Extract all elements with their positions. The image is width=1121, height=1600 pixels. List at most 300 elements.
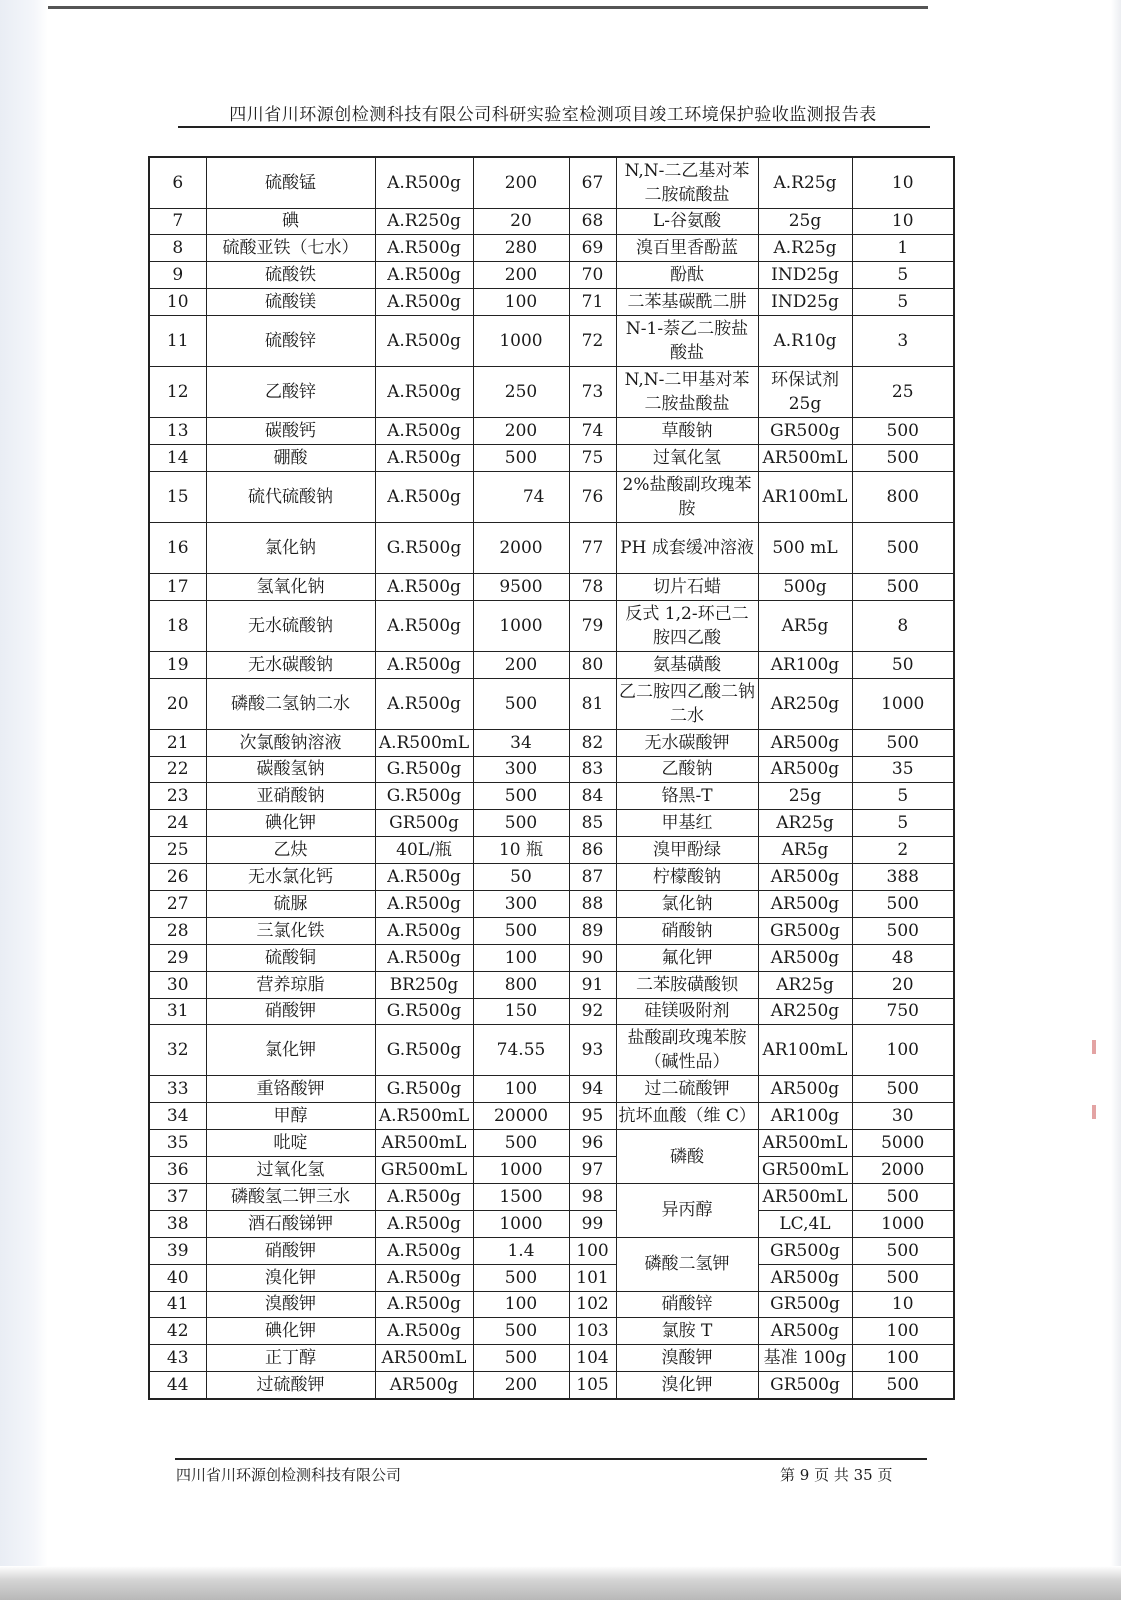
reagent-qty-right: 10 bbox=[852, 208, 954, 235]
reagent-qty-right: 100 bbox=[852, 1025, 954, 1076]
row-number-right: 73 bbox=[569, 367, 616, 418]
row-number-left: 21 bbox=[149, 729, 206, 756]
reagent-qty-left: 1500 bbox=[473, 1183, 569, 1210]
reagent-spec-left: A.R500g bbox=[375, 864, 473, 891]
reagent-name-right: 乙二胺四乙酸二钠二水 bbox=[616, 678, 758, 729]
red-stamp-bleed bbox=[1092, 1040, 1096, 1054]
footer-company: 四川省川环源创检测科技有限公司 bbox=[176, 1466, 402, 1484]
reagent-spec-left: G.R500g bbox=[375, 756, 473, 783]
reagent-name-left: 碘 bbox=[206, 208, 375, 235]
reagent-spec-right: GR500mL bbox=[758, 1157, 852, 1184]
table-row bbox=[149, 783, 954, 810]
table-row bbox=[149, 471, 954, 522]
row-number-left: 20 bbox=[149, 678, 206, 729]
reagent-spec-right: 25g bbox=[758, 208, 852, 235]
reagent-qty-left: 74.55 bbox=[473, 1025, 569, 1076]
row-number-right: 80 bbox=[569, 651, 616, 678]
row-number-left: 12 bbox=[149, 367, 206, 418]
reagent-name-left: 磷酸氢二钾三水 bbox=[206, 1183, 375, 1210]
reagent-name-right: N,N-二甲基对苯二胺盐酸盐 bbox=[616, 367, 758, 418]
reagent-spec-left: G.R500g bbox=[375, 783, 473, 810]
reagent-spec-left: G.R500g bbox=[375, 1025, 473, 1076]
reagent-name-left: 三氯化铁 bbox=[206, 917, 375, 944]
reagent-spec-right: AR500g bbox=[758, 864, 852, 891]
reagent-spec-right: AR25g bbox=[758, 810, 852, 837]
reagent-spec-left: G.R500g bbox=[375, 998, 473, 1025]
reagent-name-left: 硫代硫酸钠 bbox=[206, 471, 375, 522]
reagent-spec-right: AR500g bbox=[758, 729, 852, 756]
reagent-name-left: 碳酸氢钠 bbox=[206, 756, 375, 783]
reagent-spec-right: 500g bbox=[758, 573, 852, 600]
scan-shadow-bottom bbox=[0, 1566, 1121, 1600]
reagent-name-left: 硫酸锰 bbox=[206, 157, 375, 208]
reagent-name-left: 无水硫酸钠 bbox=[206, 600, 375, 651]
reagent-qty-left: 100 bbox=[473, 289, 569, 316]
reagent-spec-left: A.R500g bbox=[375, 262, 473, 289]
reagent-qty-left: 100 bbox=[473, 1291, 569, 1318]
reagent-qty-right: 500 bbox=[852, 1264, 954, 1291]
scan-shadow-right bbox=[1111, 0, 1121, 1600]
reagent-spec-left: GR500mL bbox=[375, 1157, 473, 1184]
reagent-qty-left: 1000 bbox=[473, 600, 569, 651]
reagent-qty-right: 500 bbox=[852, 573, 954, 600]
row-number-left: 29 bbox=[149, 944, 206, 971]
row-number-right: 82 bbox=[569, 729, 616, 756]
reagent-qty-right: 5 bbox=[852, 262, 954, 289]
reagent-spec-left: AR500g bbox=[375, 1372, 473, 1399]
row-number-right: 105 bbox=[569, 1372, 616, 1399]
row-number-right: 100 bbox=[569, 1237, 616, 1264]
reagent-name-left: 硝酸钾 bbox=[206, 998, 375, 1025]
reagent-qty-right: 10 bbox=[852, 157, 954, 208]
reagent-spec-left: A.R500g bbox=[375, 1210, 473, 1237]
row-number-right: 91 bbox=[569, 971, 616, 998]
reagent-spec-left: A.R500g bbox=[375, 418, 473, 445]
reagent-name-left: 氢氧化钠 bbox=[206, 573, 375, 600]
reagent-spec-right: AR100g bbox=[758, 651, 852, 678]
reagent-qty-left: 300 bbox=[473, 756, 569, 783]
row-number-right: 87 bbox=[569, 864, 616, 891]
reagent-spec-left: G.R500g bbox=[375, 522, 473, 573]
reagent-name-right: 抗坏血酸（维 C） bbox=[616, 1103, 758, 1130]
reagent-spec-left: A.R500g bbox=[375, 890, 473, 917]
reagent-name-left: 硼酸 bbox=[206, 444, 375, 471]
reagent-table-body bbox=[149, 157, 954, 1399]
row-number-right: 98 bbox=[569, 1183, 616, 1210]
row-number-right: 88 bbox=[569, 890, 616, 917]
row-number-right: 92 bbox=[569, 998, 616, 1025]
reagent-name-right: 硅镁吸附剂 bbox=[616, 998, 758, 1025]
row-number-right: 74 bbox=[569, 418, 616, 445]
row-number-right: 84 bbox=[569, 783, 616, 810]
row-number-left: 38 bbox=[149, 1210, 206, 1237]
row-number-right: 67 bbox=[569, 157, 616, 208]
reagent-name-left: 正丁醇 bbox=[206, 1345, 375, 1372]
reagent-spec-left: A.R500g bbox=[375, 1183, 473, 1210]
reagent-qty-left: 500 bbox=[473, 1318, 569, 1345]
row-number-right: 99 bbox=[569, 1210, 616, 1237]
reagent-name-left: 乙酸锌 bbox=[206, 367, 375, 418]
reagent-name-left: 乙炔 bbox=[206, 837, 375, 864]
row-number-left: 24 bbox=[149, 810, 206, 837]
reagent-qty-right: 1 bbox=[852, 235, 954, 262]
reagent-spec-right: AR500g bbox=[758, 890, 852, 917]
reagent-spec-left: A.R500g bbox=[375, 678, 473, 729]
reagent-name-right: 乙酸钠 bbox=[616, 756, 758, 783]
row-number-left: 32 bbox=[149, 1025, 206, 1076]
reagent-spec-left: BR250g bbox=[375, 971, 473, 998]
reagent-spec-right: AR5g bbox=[758, 837, 852, 864]
reagent-spec-right: LC,4L bbox=[758, 1210, 852, 1237]
reagent-spec-right: 环保试剂25g bbox=[758, 367, 852, 418]
reagent-spec-left: A.R500g bbox=[375, 235, 473, 262]
reagent-spec-right: AR500g bbox=[758, 1076, 852, 1103]
row-number-left: 36 bbox=[149, 1157, 206, 1184]
reagent-name-right: 溴百里香酚蓝 bbox=[616, 235, 758, 262]
reagent-qty-right: 48 bbox=[852, 944, 954, 971]
reagent-name-right: 溴甲酚绿 bbox=[616, 837, 758, 864]
reagent-qty-right: 1000 bbox=[852, 678, 954, 729]
reagent-spec-right: AR500mL bbox=[758, 1130, 852, 1157]
row-number-left: 37 bbox=[149, 1183, 206, 1210]
row-number-left: 23 bbox=[149, 783, 206, 810]
reagent-spec-right: GR500g bbox=[758, 1237, 852, 1264]
table-row bbox=[149, 208, 954, 235]
reagent-name-left: 营养琼脂 bbox=[206, 971, 375, 998]
reagent-qty-right: 500 bbox=[852, 1076, 954, 1103]
reagent-qty-left: 200 bbox=[473, 1372, 569, 1399]
reagent-name-left: 硫脲 bbox=[206, 890, 375, 917]
reagent-name-left: 无水氯化钙 bbox=[206, 864, 375, 891]
row-number-right: 70 bbox=[569, 262, 616, 289]
table-row bbox=[149, 1264, 954, 1291]
row-number-right: 68 bbox=[569, 208, 616, 235]
reagent-spec-left: A.R500g bbox=[375, 1318, 473, 1345]
reagent-name-left: 无水碳酸钠 bbox=[206, 651, 375, 678]
row-number-left: 40 bbox=[149, 1264, 206, 1291]
reagent-name-right: 切片石蜡 bbox=[616, 573, 758, 600]
table-row bbox=[149, 600, 954, 651]
reagent-qty-left: 100 bbox=[473, 1076, 569, 1103]
red-stamp-bleed bbox=[1092, 1105, 1096, 1119]
row-number-left: 25 bbox=[149, 837, 206, 864]
reagent-name-right: 二苯胺磺酸钡 bbox=[616, 971, 758, 998]
row-number-left: 42 bbox=[149, 1318, 206, 1345]
table-row bbox=[149, 573, 954, 600]
reagent-spec-right: A.R25g bbox=[758, 157, 852, 208]
reagent-name-right: 盐酸副玫瑰苯胺（碱性品） bbox=[616, 1025, 758, 1076]
reagent-spec-left: A.R500g bbox=[375, 444, 473, 471]
reagent-qty-left: 50 bbox=[473, 864, 569, 891]
table-row bbox=[149, 1237, 954, 1264]
reagent-name-right: 反式 1,2-环己二胺四乙酸 bbox=[616, 600, 758, 651]
reagent-qty-left: 200 bbox=[473, 262, 569, 289]
reagent-spec-right: GR500g bbox=[758, 917, 852, 944]
row-number-left: 17 bbox=[149, 573, 206, 600]
reagent-spec-left: A.R500g bbox=[375, 1237, 473, 1264]
reagent-spec-right: A.R10g bbox=[758, 316, 852, 367]
reagent-qty-right: 750 bbox=[852, 998, 954, 1025]
reagent-qty-left: 500 bbox=[473, 1264, 569, 1291]
table-row bbox=[149, 944, 954, 971]
reagent-qty-left: 280 bbox=[473, 235, 569, 262]
row-number-left: 18 bbox=[149, 600, 206, 651]
reagent-spec-left: 40L/瓶 bbox=[375, 837, 473, 864]
reagent-spec-left: A.R250g bbox=[375, 208, 473, 235]
row-number-right: 79 bbox=[569, 600, 616, 651]
reagent-spec-left: A.R500g bbox=[375, 944, 473, 971]
reagent-spec-right: IND25g bbox=[758, 262, 852, 289]
table-row bbox=[149, 1157, 954, 1184]
reagent-qty-right: 100 bbox=[852, 1345, 954, 1372]
reagent-qty-right: 8 bbox=[852, 600, 954, 651]
table-row bbox=[149, 1025, 954, 1076]
row-number-right: 69 bbox=[569, 235, 616, 262]
reagent-name-right: 溴酸钾 bbox=[616, 1345, 758, 1372]
row-number-left: 44 bbox=[149, 1372, 206, 1399]
table-row bbox=[149, 1183, 954, 1210]
row-number-left: 11 bbox=[149, 316, 206, 367]
reagent-qty-left: 800 bbox=[473, 971, 569, 998]
row-number-left: 10 bbox=[149, 289, 206, 316]
table-row bbox=[149, 262, 954, 289]
table-row bbox=[149, 998, 954, 1025]
reagent-name-left: 碘化钾 bbox=[206, 810, 375, 837]
table-row bbox=[149, 651, 954, 678]
reagent-name-right: 硝酸锌 bbox=[616, 1291, 758, 1318]
row-number-left: 19 bbox=[149, 651, 206, 678]
row-number-left: 13 bbox=[149, 418, 206, 445]
reagent-qty-left: 74 bbox=[473, 471, 569, 522]
reagent-spec-right: GR500g bbox=[758, 1372, 852, 1399]
reagent-qty-right: 100 bbox=[852, 1318, 954, 1345]
reagent-spec-left: AR500mL bbox=[375, 1345, 473, 1372]
reagent-name-left: 亚硝酸钠 bbox=[206, 783, 375, 810]
reagent-name-left: 重铬酸钾 bbox=[206, 1076, 375, 1103]
reagent-spec-right: AR100mL bbox=[758, 471, 852, 522]
reagent-name-right: 硝酸钠 bbox=[616, 917, 758, 944]
reagent-spec-right: AR500mL bbox=[758, 444, 852, 471]
reagent-name-left: 碘化钾 bbox=[206, 1318, 375, 1345]
reagent-qty-left: 1000 bbox=[473, 316, 569, 367]
table-row bbox=[149, 289, 954, 316]
reagent-spec-right: AR500g bbox=[758, 1318, 852, 1345]
table-row bbox=[149, 837, 954, 864]
row-number-left: 16 bbox=[149, 522, 206, 573]
reagent-spec-left: A.R500g bbox=[375, 1264, 473, 1291]
reagent-qty-right: 500 bbox=[852, 418, 954, 445]
reagent-qty-right: 500 bbox=[852, 890, 954, 917]
reagent-spec-right: AR500g bbox=[758, 1264, 852, 1291]
row-number-right: 104 bbox=[569, 1345, 616, 1372]
reagent-spec-right: 基准 100g bbox=[758, 1345, 852, 1372]
table-row bbox=[149, 1372, 954, 1399]
reagent-name-left: 磷酸二氢钠二水 bbox=[206, 678, 375, 729]
reagent-qty-left: 9500 bbox=[473, 573, 569, 600]
reagent-name-right: 过二硫酸钾 bbox=[616, 1076, 758, 1103]
reagent-qty-right: 5 bbox=[852, 783, 954, 810]
table-row bbox=[149, 1076, 954, 1103]
table-row bbox=[149, 890, 954, 917]
reagent-name-right: L-谷氨酸 bbox=[616, 208, 758, 235]
reagent-qty-right: 500 bbox=[852, 917, 954, 944]
reagent-spec-right: AR500g bbox=[758, 944, 852, 971]
reagent-name-right: 无水碳酸钾 bbox=[616, 729, 758, 756]
row-number-left: 15 bbox=[149, 471, 206, 522]
reagent-qty-right: 25 bbox=[852, 367, 954, 418]
table-row bbox=[149, 729, 954, 756]
reagent-qty-right: 20 bbox=[852, 971, 954, 998]
row-number-left: 31 bbox=[149, 998, 206, 1025]
footer-divider bbox=[175, 1458, 927, 1460]
row-number-right: 81 bbox=[569, 678, 616, 729]
row-number-right: 75 bbox=[569, 444, 616, 471]
reagent-name-left: 吡啶 bbox=[206, 1130, 375, 1157]
reagent-spec-right: 500 mL bbox=[758, 522, 852, 573]
reagent-qty-left: 2000 bbox=[473, 522, 569, 573]
reagent-qty-left: 34 bbox=[473, 729, 569, 756]
table-row bbox=[149, 810, 954, 837]
reagent-qty-left: 20000 bbox=[473, 1103, 569, 1130]
row-number-left: 8 bbox=[149, 235, 206, 262]
row-number-right: 96 bbox=[569, 1130, 616, 1157]
reagent-spec-left: A.R500g bbox=[375, 367, 473, 418]
reagent-name-left: 硫酸亚铁（七水） bbox=[206, 235, 375, 262]
reagent-spec-left: A.R500g bbox=[375, 573, 473, 600]
row-number-left: 9 bbox=[149, 262, 206, 289]
reagent-name-right: 过氧化氢 bbox=[616, 444, 758, 471]
reagent-spec-left: A.R500mL bbox=[375, 729, 473, 756]
reagent-qty-left: 500 bbox=[473, 810, 569, 837]
reagent-name-right: 异丙醇 bbox=[616, 1183, 758, 1237]
row-number-right: 90 bbox=[569, 944, 616, 971]
reagent-spec-left: A.R500g bbox=[375, 651, 473, 678]
reagent-name-right: 柠檬酸钠 bbox=[616, 864, 758, 891]
row-number-right: 102 bbox=[569, 1291, 616, 1318]
reagent-qty-right: 500 bbox=[852, 444, 954, 471]
table-row bbox=[149, 864, 954, 891]
reagent-qty-left: 500 bbox=[473, 783, 569, 810]
row-number-right: 101 bbox=[569, 1264, 616, 1291]
table-row bbox=[149, 418, 954, 445]
row-number-left: 14 bbox=[149, 444, 206, 471]
row-number-left: 30 bbox=[149, 971, 206, 998]
table-row bbox=[149, 1103, 954, 1130]
reagent-qty-right: 35 bbox=[852, 756, 954, 783]
reagent-qty-right: 1000 bbox=[852, 1210, 954, 1237]
reagent-name-left: 硫酸铜 bbox=[206, 944, 375, 971]
reagent-name-right: 磷酸 bbox=[616, 1130, 758, 1184]
reagent-qty-right: 50 bbox=[852, 651, 954, 678]
reagent-spec-left: A.R500mL bbox=[375, 1103, 473, 1130]
row-number-right: 83 bbox=[569, 756, 616, 783]
reagent-name-left: 氯化钠 bbox=[206, 522, 375, 573]
reagent-name-right: 氯胺 T bbox=[616, 1318, 758, 1345]
reagent-qty-right: 3 bbox=[852, 316, 954, 367]
row-number-left: 34 bbox=[149, 1103, 206, 1130]
reagent-qty-right: 800 bbox=[852, 471, 954, 522]
row-number-left: 26 bbox=[149, 864, 206, 891]
reagent-name-left: 硝酸钾 bbox=[206, 1237, 375, 1264]
row-number-left: 43 bbox=[149, 1345, 206, 1372]
row-number-left: 39 bbox=[149, 1237, 206, 1264]
reagent-qty-left: 500 bbox=[473, 1130, 569, 1157]
reagent-name-right: 酚酞 bbox=[616, 262, 758, 289]
table-row bbox=[149, 444, 954, 471]
reagent-name-right: 磷酸二氢钾 bbox=[616, 1237, 758, 1291]
reagent-name-right: PH 成套缓冲溶液 bbox=[616, 522, 758, 573]
reagent-name-right: 溴化钾 bbox=[616, 1372, 758, 1399]
reagent-table bbox=[148, 156, 955, 1400]
reagent-spec-left: A.R500g bbox=[375, 289, 473, 316]
reagent-qty-right: 500 bbox=[852, 729, 954, 756]
reagent-qty-right: 5 bbox=[852, 810, 954, 837]
table-row bbox=[149, 1345, 954, 1372]
reagent-qty-left: 10 瓶 bbox=[473, 837, 569, 864]
row-number-right: 93 bbox=[569, 1025, 616, 1076]
reagent-name-right: 2%盐酸副玫瑰苯胺 bbox=[616, 471, 758, 522]
reagent-name-right: N,N-二乙基对苯二胺硫酸盐 bbox=[616, 157, 758, 208]
table-row bbox=[149, 367, 954, 418]
reagent-spec-right: AR100mL bbox=[758, 1025, 852, 1076]
reagent-spec-left: A.R500g bbox=[375, 316, 473, 367]
reagent-qty-left: 500 bbox=[473, 444, 569, 471]
reagent-spec-left: G.R500g bbox=[375, 1076, 473, 1103]
reagent-name-left: 过氧化氢 bbox=[206, 1157, 375, 1184]
reagent-qty-right: 500 bbox=[852, 1183, 954, 1210]
row-number-right: 94 bbox=[569, 1076, 616, 1103]
reagent-qty-left: 100 bbox=[473, 944, 569, 971]
reagent-qty-right: 2000 bbox=[852, 1157, 954, 1184]
reagent-qty-left: 300 bbox=[473, 890, 569, 917]
table-row bbox=[149, 971, 954, 998]
scan-shadow-left bbox=[0, 0, 48, 1600]
row-number-right: 78 bbox=[569, 573, 616, 600]
row-number-left: 33 bbox=[149, 1076, 206, 1103]
reagent-name-left: 溴酸钾 bbox=[206, 1291, 375, 1318]
header-divider bbox=[178, 126, 930, 128]
reagent-spec-right: AR500mL bbox=[758, 1183, 852, 1210]
table-row bbox=[149, 157, 954, 208]
row-number-left: 7 bbox=[149, 208, 206, 235]
row-number-left: 6 bbox=[149, 157, 206, 208]
reagent-qty-left: 500 bbox=[473, 678, 569, 729]
reagent-qty-left: 200 bbox=[473, 651, 569, 678]
reagent-name-right: 草酸钠 bbox=[616, 418, 758, 445]
reagent-name-left: 碳酸钙 bbox=[206, 418, 375, 445]
reagent-spec-left: A.R500g bbox=[375, 1291, 473, 1318]
row-number-left: 28 bbox=[149, 917, 206, 944]
row-number-right: 86 bbox=[569, 837, 616, 864]
reagent-spec-right: AR250g bbox=[758, 998, 852, 1025]
table-row bbox=[149, 678, 954, 729]
footer-page-number: 第 9 页 共 35 页 bbox=[780, 1466, 893, 1484]
reagent-name-left: 过硫酸钾 bbox=[206, 1372, 375, 1399]
reagent-name-left: 甲醇 bbox=[206, 1103, 375, 1130]
reagent-spec-right: GR500g bbox=[758, 1291, 852, 1318]
reagent-spec-right: GR500g bbox=[758, 418, 852, 445]
table-row bbox=[149, 1130, 954, 1157]
table-row bbox=[149, 1291, 954, 1318]
reagent-spec-right: AR5g bbox=[758, 600, 852, 651]
reagent-name-right: N-1-萘乙二胺盐酸盐 bbox=[616, 316, 758, 367]
table-row bbox=[149, 756, 954, 783]
reagent-qty-right: 5000 bbox=[852, 1130, 954, 1157]
reagent-spec-right: 25g bbox=[758, 783, 852, 810]
table-row bbox=[149, 522, 954, 573]
row-number-right: 76 bbox=[569, 471, 616, 522]
reagent-qty-right: 30 bbox=[852, 1103, 954, 1130]
